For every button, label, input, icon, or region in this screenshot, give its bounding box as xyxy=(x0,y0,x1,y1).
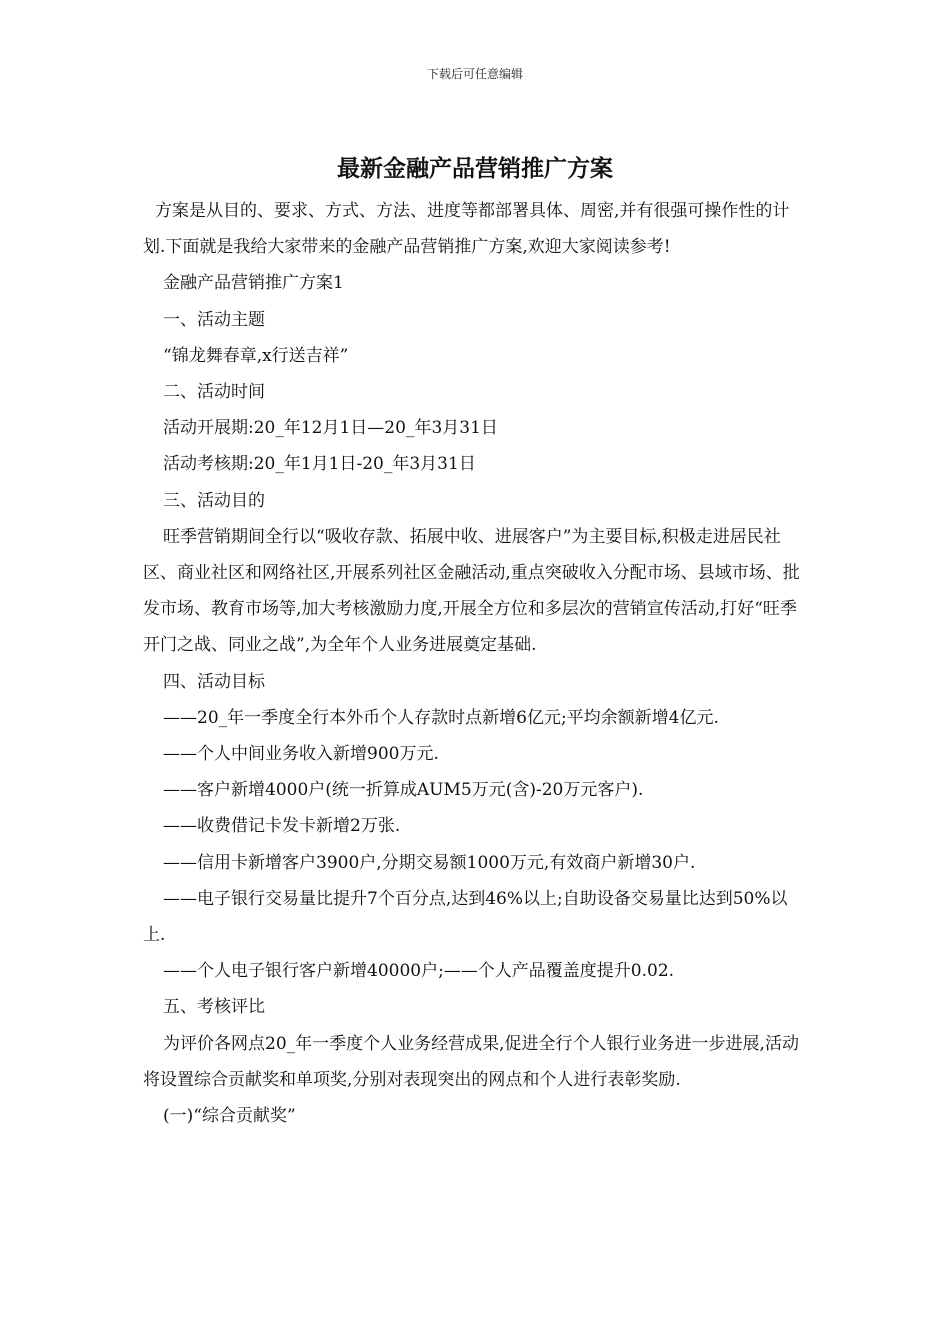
goal-item: ——信用卡新增客户3900户,分期交易额1000万元,有效商户新增30户. xyxy=(163,852,696,873)
theme-text: “锦龙舞春章,x行送吉祥” xyxy=(163,345,349,366)
assessment-period: 活动考核期:20_年1月1日-20_年3月31日 xyxy=(163,454,476,475)
goal-item: ——个人中间业务收入新增900万元. xyxy=(163,744,439,765)
goal-item: ——20_年一季度全行本外币个人存款时点新增6亿元;平均余额新增4亿元. xyxy=(163,707,719,728)
document-body xyxy=(143,193,808,1134)
evaluation-paragraph: 为评价各网点20_年一季度个人业务经营成果,促进全行个人银行业务进一步进展,活动将设置综合贡献奖和单项奖,分别对表现突出的网点和个人进行表彰奖励. xyxy=(143,1033,799,1090)
section-heading-theme: 一、活动主题 xyxy=(163,309,265,330)
section-heading-time: 二、活动时间 xyxy=(163,382,265,403)
activity-period: 活动开展期:20_年12月1日—20_年3月31日 xyxy=(163,418,498,439)
section-heading-purpose: 三、活动目的 xyxy=(163,490,265,511)
section-heading-goals: 四、活动目标 xyxy=(163,671,265,692)
section-heading-plan-1: 金融产品营销推广方案1 xyxy=(163,273,344,294)
goal-item: ——收费借记卡发卡新增2万张. xyxy=(163,816,401,837)
goal-item: ——电子银行交易量比提升7个百分点,达到46%以上;自助设备交易量比达到50%以上. xyxy=(143,888,788,946)
section-heading-evaluation: 五、考核评比 xyxy=(163,997,265,1018)
purpose-paragraph: 旺季营销期间全行以“吸收存款、拓展中收、进展客户”为主要目标,积极走进居民社区、商业社区和网络社区,开展系列社区金融活动,重点突破收入分配市场、县域市场、批发市场、教育市场等,加大考核激励力度,开展全方位和多层次的营销宣传活动,打好“旺季开门之战、同业之战”,为全年个人业务进展奠定基础. xyxy=(143,526,800,656)
goal-item: ——个人电子银行客户新增40000户;——个人产品覆盖度提升0.02. xyxy=(163,961,675,982)
document-title: 最新金融产品营销推广方案 xyxy=(337,155,613,182)
goal-item: ——客户新增4000户(统一折算成AUM5万元(含)-20万元客户). xyxy=(163,780,644,801)
subsection-heading-award: (一)“综合贡献奖” xyxy=(163,1106,296,1127)
intro-paragraph: 方案是从目的、要求、方式、方法、进度等都部署具体、周密,并有很强可操作性的计划.下面就是我给大家带来的金融产品营销推广方案,欢迎大家阅读参考! xyxy=(143,201,790,258)
header-note: 下载后可任意编辑 xyxy=(426,67,523,81)
